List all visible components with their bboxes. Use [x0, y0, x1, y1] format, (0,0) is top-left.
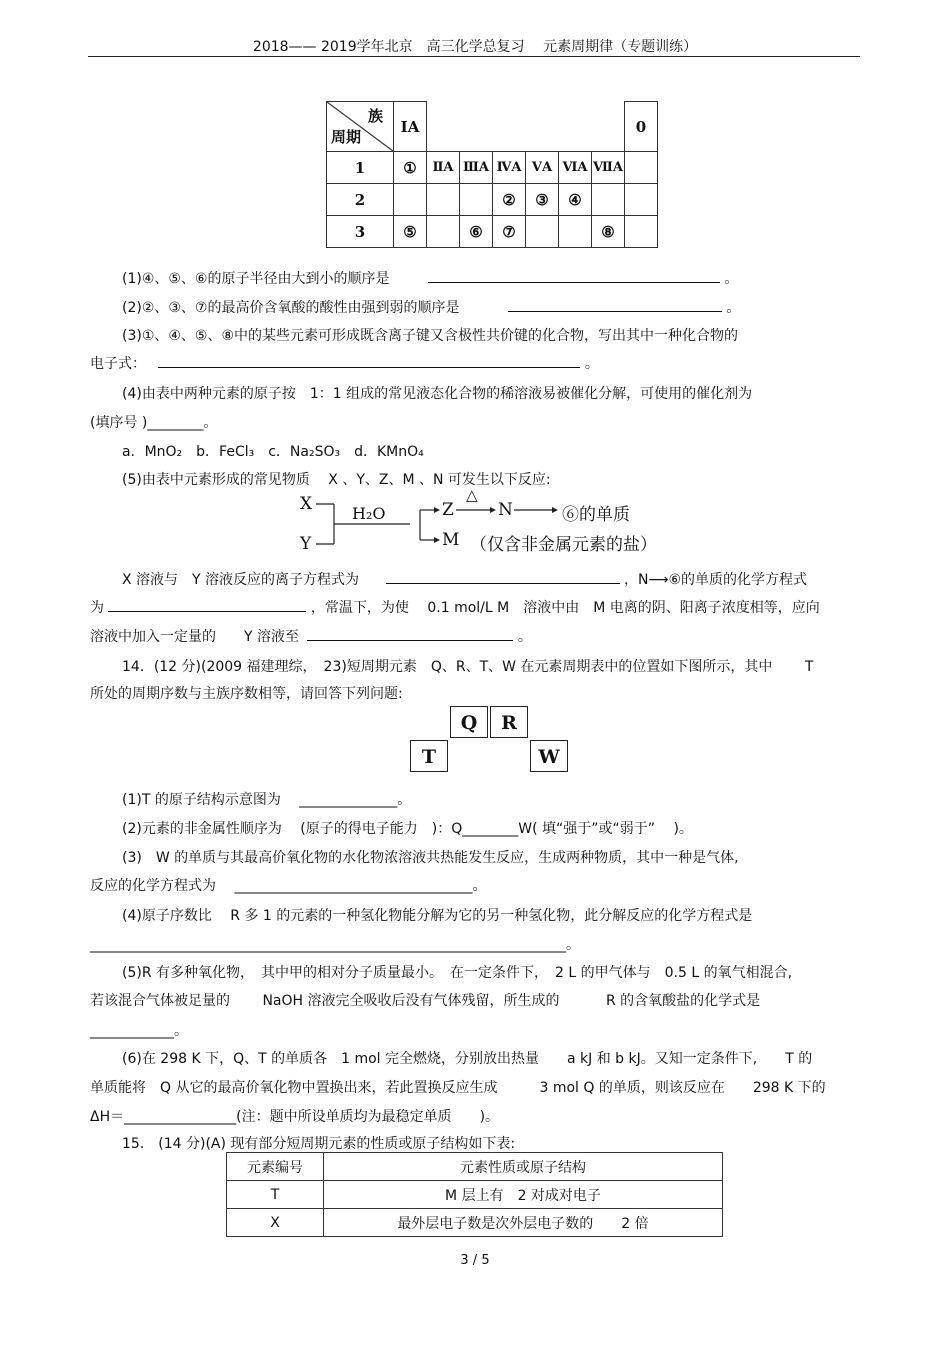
page-number: 3 / 5 [460, 1253, 490, 1268]
cell-6: ⑥ [460, 216, 493, 248]
table-header-row [227, 1153, 723, 1181]
period-3: 3 [327, 216, 394, 248]
row-property: M 层上有 2 对成对电子 [324, 1181, 723, 1209]
q13-part2 [122, 297, 740, 317]
cell-q: Q [450, 706, 488, 738]
q13-part3b [90, 353, 599, 373]
scheme-product6: ⑥的单质 [562, 505, 630, 525]
table-row [227, 1209, 723, 1237]
q14-part6c: ΔH＝________________(注：题中所设单质均为最稳定单质 )。 [90, 1109, 500, 1125]
group-5a-header: ⅤA [526, 152, 559, 184]
q14-part6b: 单质能将 Q 从它的最高价氧化物中置换出来，若此置换反应生成 3 mol Q 的单质，则该反应在 298 K 下的 [90, 1080, 826, 1096]
cell-blank [427, 216, 460, 248]
q13-part5c [90, 597, 820, 617]
scheme-heat: △ [466, 486, 478, 504]
cell-blank [526, 216, 559, 248]
cell-blank [427, 184, 460, 216]
q14-part5c: ____________。 [90, 1023, 188, 1039]
gap-cell [427, 102, 625, 152]
period-1: 1 [327, 152, 394, 184]
cell-5: ⑤ [394, 216, 427, 248]
answer-blank[interactable] [428, 268, 720, 283]
q13-part1-text: (1)④、⑤、⑥的原子半径由大到小的顺序是 [122, 271, 390, 287]
scheme-x: X [300, 494, 313, 514]
scheme-m-note: （仅含非金属元素的盐） [470, 535, 657, 555]
cell-blank [592, 184, 625, 216]
q13-part3-end: 。 [584, 356, 599, 372]
cell-r: R [490, 706, 528, 738]
group-0-header: 0 [625, 102, 658, 152]
q13-part2-end: 。 [726, 300, 741, 316]
q13-part3b-text: 电子式： [90, 356, 146, 372]
q13-part1 [122, 268, 738, 288]
corner-period-label: 周期 [331, 128, 362, 146]
q13-part4a: (4)由表中两种元素的原子按 1：1 组成的常见液态化合物的稀溶液易被催化分解，可使用的催化剂为 [122, 386, 753, 402]
table-corner [327, 102, 394, 152]
group-3a-header: ⅢA [460, 152, 493, 184]
q14-part6a: (6)在 298 K 下，Q、T 的单质各 1 mol 完全燃烧，分别放出热量 a kJ 和 b kJ。又知一定条件下, T 的 [122, 1051, 813, 1067]
q13-part1-end: 。 [724, 271, 739, 287]
reaction-scheme [290, 486, 710, 556]
cell-blank [625, 184, 658, 216]
scheme-n: N [498, 500, 513, 520]
page-header: 2018—— 2019学年北京 高三化学总复习 元素周期律（专题训练） [252, 39, 698, 55]
header-properties: 元素性质或原子结构 [324, 1153, 723, 1181]
header-element-id: 元素编号 [227, 1153, 324, 1181]
q14-part3a: (3) W 的单质与其最高价氧化物的水化物浓溶液共热能发生反应，生成两种物质，其中一种是气体, [122, 850, 739, 866]
cell-blank [559, 216, 592, 248]
q13-part5c-mid: ，常温下，为使 0.1 mol/L M 溶液中由 M 电离的阴、阳离子浓度相等，应向 [310, 600, 820, 616]
q13-part5d [90, 626, 532, 646]
scheme-z: Z [442, 500, 454, 520]
corner-group-label: 族 [367, 107, 383, 125]
cell-blank [625, 216, 658, 248]
cell-4: ④ [559, 184, 592, 216]
group-1a-header: ⅠA [394, 102, 427, 152]
answer-blank[interactable] [508, 297, 722, 312]
q15-intro: 15． (14 分)(A) 现有部分短周期元素的性质或原子结构如下表: [122, 1136, 516, 1152]
group-2a-header: ⅡA [427, 152, 460, 184]
cell-3: ③ [526, 184, 559, 216]
q14-intro2: 所处的周期序数与主族序数相等，请回答下列问题: [90, 686, 403, 702]
cell-blank [460, 184, 493, 216]
q14-part5b: 若该混合气体被足量的 NaOH 溶液完全吸收后没有气体残留，所生成的 R 的含氧酸盐的化学式是 [90, 993, 761, 1009]
answer-blank[interactable] [307, 626, 513, 641]
q14-part4b: ____________________________________________________________________。 [90, 937, 580, 953]
cell-blank [394, 184, 427, 216]
cell-2: ② [493, 184, 526, 216]
q13-part5d-end: 。 [517, 629, 532, 645]
q13-part2-text: (2)②、③、⑦的最高价含氧酸的酸性由强到弱的顺序是 [122, 300, 460, 316]
q13-part5c-text: 为 [90, 600, 104, 616]
period-2: 2 [327, 184, 394, 216]
q13-part5d-text: 溶液中加入一定量的 Y 溶液至 [90, 629, 300, 645]
q14-part3b: 反应的化学方程式为 __________________________________。 [90, 878, 487, 894]
group-4a-header: ⅣA [493, 152, 526, 184]
row-element-id: T [227, 1181, 324, 1209]
q14-part5a: (5)R 有多种氧化物， 其中甲的相对分子质量最小。 在一定条件下， 2 L 的甲气体与 0.5 L 的氧气相混合, [122, 965, 793, 981]
qrtw-diagram [410, 706, 570, 772]
answer-blank[interactable] [158, 353, 580, 368]
table-row [227, 1181, 723, 1209]
cell-1: ① [394, 152, 427, 184]
q14-part2: (2)元素的非金属性顺序为 (原子的得电子能力 )：Q________W( 填“强于”或“弱于” )。 [122, 821, 693, 837]
cell-8: ⑧ [592, 216, 625, 248]
periodic-table [326, 101, 658, 248]
q14-intro1: 14．(12 分)(2009 福建理综， 23)短周期元素 Q、R、T、W 在元素周期表中的位置如下图所示，其中 T [122, 659, 814, 675]
group-7a-header: ⅦA [592, 152, 625, 184]
row-property: 最外层电子数是次外层电子数的 2 倍 [324, 1209, 723, 1237]
scheme-y: Y [300, 534, 312, 554]
q13-part4b: (填序号 )________。 [90, 415, 218, 431]
header-rule [88, 56, 860, 57]
answer-blank[interactable] [108, 597, 306, 612]
q13-part5: (5)由表中元素形成的常见物质 X 、Y、Z、M 、N 可发生以下反应: [122, 472, 551, 488]
answer-blank[interactable] [386, 569, 620, 584]
scheme-m: M [442, 530, 460, 550]
q14-part1: (1)T 的原子结构示意图为 ______________。 [122, 792, 412, 808]
cell-7: ⑦ [493, 216, 526, 248]
q13-part3a: (3)①、④、⑤、⑧中的某些元素可形成既含离子键又含极性共价键的化合物，写出其中一种化合物的 [122, 328, 739, 344]
q13-part5b-end: ，N⟶⑥的单质的化学方程式 [623, 572, 808, 588]
scheme-h2o: H₂O [352, 504, 386, 523]
q13-part5b-text: X 溶液与 Y 溶液反应的离子方程式为 [122, 572, 360, 588]
element-table [226, 1152, 723, 1237]
cell-w: W [530, 740, 568, 772]
q13-part5b [122, 569, 807, 589]
row-element-id: X [227, 1209, 324, 1237]
group-6a-header: ⅥA [559, 152, 592, 184]
q13-options: a．MnO₂ b．FeCl₃ c．Na₂SO₃ d．KMnO₄ [122, 444, 424, 460]
cell-blank [625, 152, 658, 184]
cell-t: T [410, 740, 448, 772]
q14-part4a: (4)原子序数比 R 多 1 的元素的一种氢化物能分解为它的另一种氢化物，此分解反应的化学方程式是 [122, 908, 753, 924]
